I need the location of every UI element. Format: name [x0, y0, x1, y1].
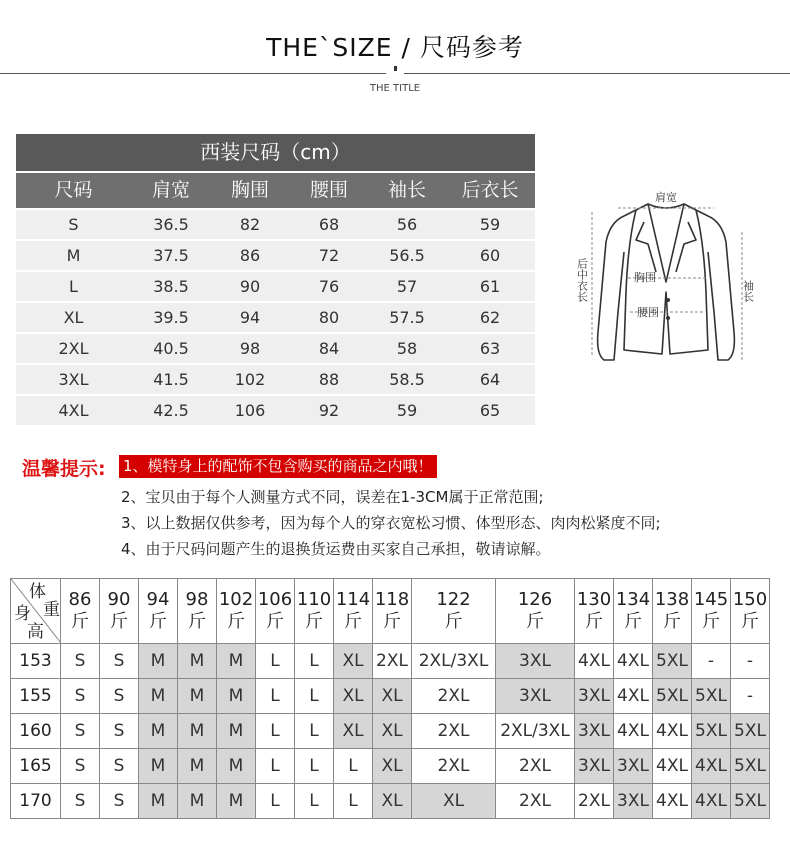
page-title: THE`SIZE / 尺码参考 — [266, 33, 524, 62]
size-cell: XL — [63, 308, 84, 327]
fit-size-cell: L — [256, 679, 295, 714]
fit-size-cell: S — [61, 784, 100, 819]
size-cell: 41.5 — [153, 370, 189, 389]
size-cell: 82 — [239, 215, 261, 234]
weight-header-cell: 102 斤 — [217, 579, 256, 644]
fit-size-cell: L — [256, 784, 295, 819]
right-lapel — [676, 222, 696, 272]
fit-size-cell: 4XL — [575, 644, 614, 679]
fit-size-cell: M — [178, 714, 217, 749]
weight-header-cell: 145 斤 — [692, 579, 731, 644]
fit-size-cell: L — [334, 784, 373, 819]
size-cell: 58 — [396, 339, 418, 358]
fit-size-cell: 5XL — [653, 679, 692, 714]
fit-size-cell: S — [61, 679, 100, 714]
weight-header-cell: 130 斤 — [575, 579, 614, 644]
size-cell: 68 — [318, 215, 340, 234]
fit-table-row — [11, 679, 770, 714]
size-cell: 102 — [234, 370, 266, 389]
size-cell: 61 — [479, 277, 501, 296]
size-cell: 64 — [479, 370, 501, 389]
size-cell: 76 — [318, 277, 340, 296]
size-table-row — [16, 210, 535, 239]
height-cell: 165 — [11, 749, 61, 784]
back-length-label: 后中衣长 — [575, 258, 589, 302]
left-lapel — [636, 222, 656, 272]
size-cell: 56 — [396, 215, 418, 234]
weight-header-cell: 126 斤 — [496, 579, 575, 644]
fit-size-cell: M — [139, 714, 178, 749]
size-cell: 37.5 — [153, 246, 189, 265]
fit-size-cell: 2XL/3XL — [412, 644, 496, 679]
fit-size-cell: L — [295, 714, 334, 749]
size-col-header: 腰围 — [309, 179, 348, 201]
fit-size-cell: S — [100, 644, 139, 679]
weight-header-cell: 118 斤 — [373, 579, 412, 644]
fit-size-cell: S — [100, 749, 139, 784]
size-cell: 65 — [479, 401, 501, 420]
tip-3: 3、以上数据仅供参考，因为每个人的穿衣宽松习惯、体型形态、肉肉松紧度不同; — [121, 514, 661, 532]
fit-size-cell: M — [178, 784, 217, 819]
fit-size-cell: - — [692, 644, 731, 679]
fit-size-cell: 5XL — [731, 749, 770, 784]
fit-size-cell: S — [61, 714, 100, 749]
tip-4: 4、由于尺码问题产生的退换货运费由买家自己承担，敬请谅解。 — [121, 540, 551, 558]
fit-size-cell: 5XL — [692, 679, 731, 714]
size-table-header — [16, 173, 535, 208]
fit-size-cell: L — [295, 749, 334, 784]
title-dot — [394, 66, 397, 71]
fit-size-cell: 2XL/3XL — [496, 714, 575, 749]
tip-2: 2、宝贝由于每个人测量方式不同，误差在1-3CM属于正常范围; — [121, 488, 544, 506]
fit-size-cell: M — [217, 679, 256, 714]
size-cell: 86 — [239, 246, 261, 265]
height-cell: 153 — [11, 644, 61, 679]
size-cell: L — [69, 277, 78, 296]
button-top — [666, 298, 670, 302]
size-cell: 59 — [396, 401, 418, 420]
fit-table — [10, 578, 770, 819]
weight-header-cell: 110 斤 — [295, 579, 334, 644]
size-cell: 58.5 — [389, 370, 425, 389]
size-table-row — [16, 396, 535, 425]
chest-label: 胸围 — [634, 271, 656, 284]
size-cell: 94 — [239, 308, 261, 327]
size-col-header: 后衣长 — [461, 179, 519, 201]
fit-size-cell: M — [217, 784, 256, 819]
size-table-row — [16, 272, 535, 301]
fit-size-cell: L — [295, 784, 334, 819]
fit-size-cell: 3XL — [496, 644, 575, 679]
fit-size-cell: 3XL — [575, 749, 614, 784]
title-rule-right — [404, 73, 790, 74]
fit-size-cell: M — [178, 749, 217, 784]
size-cell: 2XL — [58, 339, 89, 358]
fit-size-cell: 2XL — [412, 679, 496, 714]
size-cell: 90 — [239, 277, 261, 296]
size-cell: 36.5 — [153, 215, 189, 234]
size-cell: 72 — [318, 246, 340, 265]
weight-header-cell: 114 斤 — [334, 579, 373, 644]
tips-label: 温馨提示: — [22, 458, 106, 480]
fit-size-cell: L — [334, 749, 373, 784]
fit-size-cell: 3XL — [496, 679, 575, 714]
fit-size-cell: XL — [334, 644, 373, 679]
page-subtitle: THE TITLE — [369, 83, 421, 94]
size-col-header: 肩宽 — [151, 179, 190, 201]
left-sleeve-outline — [598, 210, 636, 360]
fit-size-cell: L — [256, 749, 295, 784]
fit-size-cell: L — [256, 714, 295, 749]
fit-size-cell: M — [217, 749, 256, 784]
fit-size-cell: S — [100, 679, 139, 714]
size-table-body — [16, 210, 535, 425]
size-cell: 56.5 — [389, 246, 425, 265]
fit-size-cell: L — [256, 644, 295, 679]
title-rule-left — [0, 73, 386, 74]
tip-1-highlight: 1、模特身上的配饰不包含购买的商品之内哦！ — [119, 455, 437, 478]
fit-table-row — [11, 749, 770, 784]
fit-size-cell: XL — [373, 714, 412, 749]
fit-size-cell: XL — [334, 714, 373, 749]
size-table-row — [16, 334, 535, 363]
fit-size-cell: M — [178, 679, 217, 714]
weight-header-cell: 106 斤 — [256, 579, 295, 644]
height-cell: 170 — [11, 784, 61, 819]
neck-line — [648, 204, 684, 208]
size-cell: 3XL — [58, 370, 89, 389]
weight-header-cell: 94 斤 — [139, 579, 178, 644]
fit-size-cell: 4XL — [692, 784, 731, 819]
size-cell: 106 — [234, 401, 266, 420]
fit-size-cell: 4XL — [614, 679, 653, 714]
fit-size-cell: M — [139, 644, 178, 679]
fit-size-cell: XL — [373, 679, 412, 714]
fit-size-cell: 5XL — [731, 784, 770, 819]
size-table-row — [16, 241, 535, 270]
size-cell: 4XL — [58, 401, 89, 420]
fit-size-cell: L — [295, 679, 334, 714]
size-cell: 40.5 — [153, 339, 189, 358]
size-cell: 88 — [318, 370, 340, 389]
size-col-header: 袖长 — [387, 179, 426, 201]
size-cell: 38.5 — [153, 277, 189, 296]
fit-size-cell: XL — [412, 784, 496, 819]
fit-size-cell: 5XL — [653, 644, 692, 679]
fit-size-cell: XL — [334, 679, 373, 714]
fit-size-cell: 3XL — [575, 679, 614, 714]
size-cell: 84 — [318, 339, 340, 358]
fit-size-cell: 2XL — [412, 714, 496, 749]
fit-size-cell: 2XL — [496, 784, 575, 819]
size-cell: 62 — [479, 308, 501, 327]
size-cell: S — [68, 215, 79, 234]
size-cell: 92 — [318, 401, 340, 420]
fit-size-cell: - — [731, 679, 770, 714]
fit-size-cell: 4XL — [614, 644, 653, 679]
fit-size-cell: S — [100, 714, 139, 749]
fit-size-cell: S — [100, 784, 139, 819]
fit-size-cell: M — [139, 679, 178, 714]
size-table — [16, 134, 535, 425]
size-cell: 98 — [239, 339, 261, 358]
fit-size-cell: 2XL — [575, 784, 614, 819]
fit-size-cell: XL — [373, 784, 412, 819]
size-cell: 80 — [318, 308, 340, 327]
shoulder-label: 肩宽 — [655, 191, 677, 204]
fit-size-cell: 2XL — [373, 644, 412, 679]
fit-size-cell: 5XL — [692, 714, 731, 749]
size-cell: 59 — [479, 215, 501, 234]
fit-size-cell: 3XL — [614, 784, 653, 819]
fit-table-header — [11, 579, 770, 644]
fit-size-cell: S — [61, 749, 100, 784]
size-cell: 60 — [479, 246, 501, 265]
size-col-header: 胸围 — [230, 179, 269, 201]
waist-label: 腰围 — [637, 306, 659, 319]
fit-table-row — [11, 644, 770, 679]
size-cell: 39.5 — [153, 308, 189, 327]
fit-size-cell: 2XL — [496, 749, 575, 784]
fit-size-cell: 5XL — [731, 714, 770, 749]
fit-size-cell: M — [178, 644, 217, 679]
fit-size-cell: 3XL — [614, 749, 653, 784]
height-cell: 155 — [11, 679, 61, 714]
size-col-header: 尺码 — [54, 179, 93, 201]
fit-size-cell: 2XL — [412, 749, 496, 784]
size-cell: M — [66, 246, 81, 265]
fit-table-corner: 体 重 身 高 — [11, 579, 61, 644]
right-sleeve-outline — [696, 210, 734, 360]
weight-header-cell: 86 斤 — [61, 579, 100, 644]
fit-size-cell: - — [731, 644, 770, 679]
fit-size-cell: 3XL — [575, 714, 614, 749]
fit-size-cell: 4XL — [692, 749, 731, 784]
weight-header-cell: 122 斤 — [412, 579, 496, 644]
height-cell: 160 — [11, 714, 61, 749]
fit-size-cell: M — [139, 749, 178, 784]
weight-header-cell: 134 斤 — [614, 579, 653, 644]
size-table-row — [16, 365, 535, 394]
size-cell: 57 — [396, 277, 418, 296]
size-cell: 63 — [479, 339, 501, 358]
fit-size-cell: S — [61, 644, 100, 679]
fit-size-cell: M — [217, 714, 256, 749]
fit-size-cell: 4XL — [653, 749, 692, 784]
fit-size-cell: 4XL — [614, 714, 653, 749]
fit-size-cell: XL — [373, 749, 412, 784]
fit-table-row — [11, 714, 770, 749]
weight-header-cell: 90 斤 — [100, 579, 139, 644]
fit-size-cell: 4XL — [653, 714, 692, 749]
weight-header-cell: 138 斤 — [653, 579, 692, 644]
fit-size-cell: L — [295, 644, 334, 679]
weight-header-cell: 98 斤 — [178, 579, 217, 644]
fit-size-cell: M — [217, 644, 256, 679]
weight-header-cell: 150 斤 — [731, 579, 770, 644]
fit-size-cell: 4XL — [653, 784, 692, 819]
jacket-diagram — [566, 182, 766, 372]
size-cell: 57.5 — [389, 308, 425, 327]
button-bottom — [666, 316, 670, 320]
size-table-row — [16, 303, 535, 332]
fit-table-row — [11, 784, 770, 819]
size-cell: 42.5 — [153, 401, 189, 420]
sleeve-label: 袖长 — [741, 280, 755, 302]
size-table-caption: 西装尺码（cm） — [16, 134, 535, 171]
fit-size-cell: M — [139, 784, 178, 819]
